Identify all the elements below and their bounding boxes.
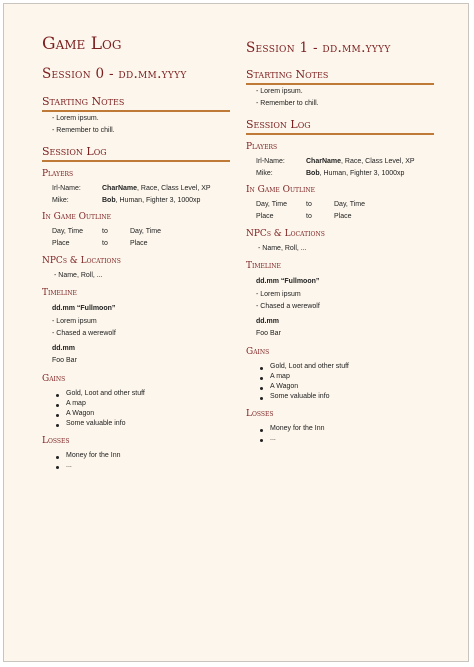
player-label: Mike: [52, 197, 69, 204]
starting-notes-heading: Starting Notes [42, 95, 125, 108]
bullet-icon [260, 429, 263, 432]
outline-heading: In Game Outline [42, 212, 111, 222]
gain-item: A Wagon [270, 383, 299, 390]
bullet-icon [260, 377, 263, 380]
outline-to: to [306, 201, 312, 208]
character-name: Bob [102, 197, 116, 204]
character-info: , Race, Class Level, XP [137, 185, 211, 192]
timeline-item: - Chased a werewolf [52, 330, 116, 337]
loss-item: Money for the Inn [66, 452, 121, 459]
character-name: Bob [306, 170, 320, 177]
session-0-title: Session 0 - dd.mm.yyyy [42, 66, 187, 82]
bullet-icon [260, 367, 263, 370]
player-detail [306, 170, 404, 177]
npcs-heading: NPCs & Locations [246, 229, 325, 239]
section-rule [246, 133, 434, 135]
outline-end: Place [334, 213, 352, 220]
section-rule [42, 160, 230, 162]
loss-item: ... [66, 462, 72, 469]
session-log-heading: Session Log [246, 118, 311, 131]
loss-item: ... [270, 435, 276, 442]
gain-item: Gold, Loot and other stuff [66, 390, 145, 397]
outline-to: to [306, 213, 312, 220]
bullet-icon [56, 404, 59, 407]
npc-item: - Name, Roll, ... [54, 272, 103, 279]
character-name: CharName [102, 185, 138, 192]
gain-item: A map [270, 373, 290, 380]
gain-item: A map [66, 400, 86, 407]
character-name: CharName [306, 158, 342, 165]
timeline-heading: Timeline [246, 261, 281, 271]
players-heading: Players [246, 142, 278, 152]
timeline-heading: Timeline [42, 288, 77, 298]
players-heading: Players [42, 169, 74, 179]
losses-heading: Losses [246, 409, 274, 419]
npcs-heading: NPCs & Locations [42, 256, 121, 266]
timeline-entry-title: dd.mm [256, 318, 279, 325]
gains-heading: Gains [42, 374, 66, 384]
note-item: - Lorem ipsum. [52, 115, 99, 122]
gain-item: Gold, Loot and other stuff [270, 363, 349, 370]
player-label: Mike: [256, 170, 273, 177]
bullet-icon [56, 466, 59, 469]
timeline-item: - Chased a werewolf [256, 303, 320, 310]
gain-item: Some valuable info [66, 420, 126, 427]
outline-heading: In Game Outline [246, 185, 315, 195]
player-detail [102, 185, 211, 192]
timeline-entry-title: dd.mm “Fullmoon” [256, 278, 320, 285]
npc-item: - Name, Roll, ... [258, 245, 307, 252]
bullet-icon [260, 397, 263, 400]
bullet-icon [260, 439, 263, 442]
starting-notes-heading: Starting Notes [246, 68, 329, 81]
note-item: - Lorem ipsum. [256, 88, 303, 95]
outline-start: Day, Time [52, 228, 83, 235]
page-title: Game Log [42, 34, 122, 54]
losses-heading: Losses [42, 436, 70, 446]
loss-item: Money for the Inn [270, 425, 325, 432]
timeline-item: Foo Bar [52, 357, 77, 364]
document-page [3, 3, 469, 662]
timeline-entry-title: dd.mm “Fullmoon” [52, 305, 116, 312]
note-item: - Remember to chill. [52, 127, 115, 134]
outline-end: Day, Time [334, 201, 365, 208]
outline-end: Place [130, 240, 148, 247]
player-label: Irl-Name: [52, 185, 81, 192]
character-info: , Race, Class Level, XP [341, 158, 415, 165]
timeline-item: - Lorem ipsum [256, 291, 301, 298]
outline-end: Day, Time [130, 228, 161, 235]
outline-to: to [102, 228, 108, 235]
bullet-icon [56, 424, 59, 427]
timeline-item: - Lorem ipsum [52, 318, 97, 325]
section-rule [42, 110, 230, 112]
player-detail [306, 158, 415, 165]
session-1-title: Session 1 - dd.mm.yyyy [246, 40, 391, 56]
outline-start: Place [52, 240, 70, 247]
timeline-item: Foo Bar [256, 330, 281, 337]
bullet-icon [56, 456, 59, 459]
bullet-icon [260, 387, 263, 390]
outline-to: to [102, 240, 108, 247]
outline-start: Place [256, 213, 274, 220]
gains-heading: Gains [246, 347, 270, 357]
character-info: , Human, Fighter 3, 1000xp [115, 197, 201, 204]
character-info: , Human, Fighter 3, 1000xp [319, 170, 405, 177]
bullet-icon [56, 394, 59, 397]
section-rule [246, 83, 434, 85]
player-detail [102, 197, 200, 204]
bullet-icon [56, 414, 59, 417]
session-log-heading: Session Log [42, 145, 107, 158]
gain-item: A Wagon [66, 410, 95, 417]
player-label: Irl-Name: [256, 158, 285, 165]
outline-start: Day, Time [256, 201, 287, 208]
timeline-entry-title: dd.mm [52, 345, 75, 352]
note-item: - Remember to chill. [256, 100, 319, 107]
gain-item: Some valuable info [270, 393, 330, 400]
